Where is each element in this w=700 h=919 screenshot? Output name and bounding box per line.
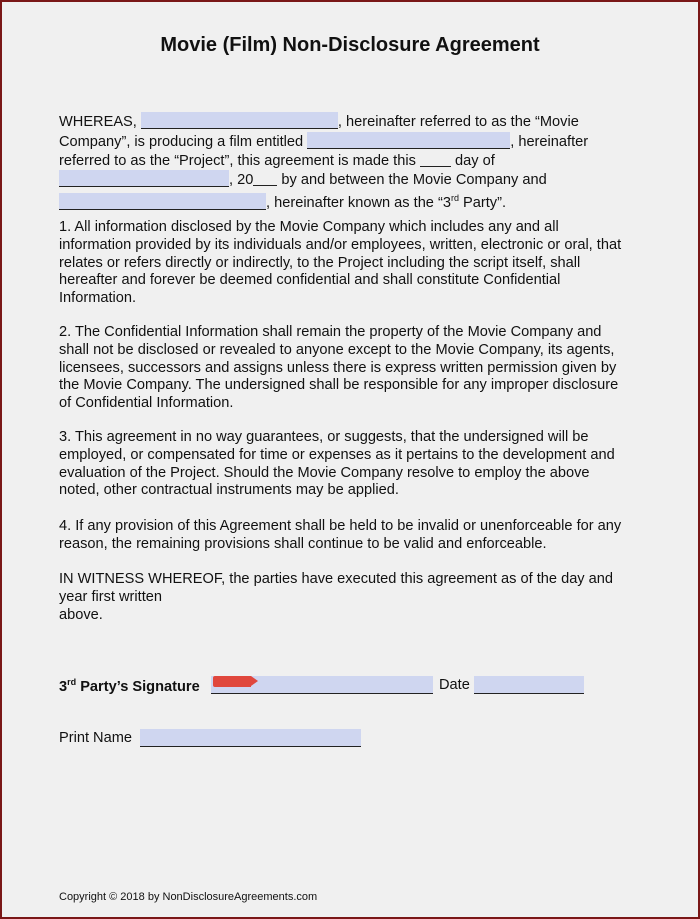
text: of Confidential Information. — [59, 395, 234, 412]
page-title: Movie (Film) Non-Disclosure Agreement — [160, 34, 540, 56]
text: reason, the remaining provisions shall continue to be valid and enforceable. — [59, 535, 547, 552]
text: 2. The Confidential Information shall remain the property of the Movie Company and — [59, 324, 602, 340]
text: , 20 — [229, 172, 254, 189]
text: relates or refers directly or indirectly, to the Project including the script itself, shall — [59, 254, 581, 271]
text: information provided by its individuals and/or employees, written, electronic or oral, that — [59, 236, 622, 253]
movie-company-field[interactable] — [141, 112, 338, 129]
text: licensees, successors and assigns unless there is express written permission given by — [59, 359, 617, 376]
text: day of — [455, 152, 495, 169]
third-party-field[interactable] — [59, 193, 266, 210]
signature-label: Party’s Signature — [80, 678, 200, 695]
clause-4 — [59, 518, 659, 554]
print-name-label: Print Name — [59, 730, 132, 746]
text: , hereinafter — [510, 133, 589, 150]
text: 1. All information disclosed by the Movie Company which includes any and all — [59, 219, 559, 235]
month-field[interactable] — [59, 170, 229, 187]
text: hereafter and forever be deemed confidential and shall constitute Confidential — [59, 272, 561, 289]
signature-row — [59, 677, 200, 695]
text: Party”. — [463, 195, 507, 212]
text: Information. — [59, 290, 137, 307]
text: noted, other contractual instruments may be applied. — [59, 482, 399, 499]
sign-here-tag-icon — [213, 676, 251, 687]
date-field[interactable] — [474, 676, 584, 694]
text: referred to as the “Project”, this agreement is made this — [59, 152, 416, 169]
text: IN WITNESS WHEREOF, the parties have executed this agreement as of the day and — [59, 571, 614, 587]
witness-paragraph — [59, 571, 659, 624]
intro-paragraph — [59, 112, 659, 213]
text: above. — [59, 606, 103, 623]
text: rd — [67, 677, 77, 687]
print-name-field[interactable] — [140, 729, 361, 747]
text: evaluation of the Project. Should the Movie Company resolve to employ the above — [59, 464, 590, 481]
text: 4. If any provision of this Agreement shall be held to be invalid or unenforceable for any — [59, 518, 622, 534]
text: WHEREAS, — [59, 114, 137, 130]
text: by and between the Movie Company and — [281, 172, 547, 189]
text: shall not be disclosed or revealed to anyone except to the Movie Company, its agents, — [59, 341, 615, 358]
text: employed, or compensated for time or expenses as it pertains to the development and — [59, 446, 615, 463]
clause-1 — [59, 219, 659, 308]
date-label: Date — [439, 677, 470, 693]
clause-3 — [59, 429, 659, 500]
text: rd — [450, 193, 459, 204]
text: 3 — [59, 678, 68, 695]
copyright: Copyright © 2018 by NonDisclosureAgreements.com — [59, 891, 318, 903]
clause-2 — [59, 324, 659, 413]
text: Company”, is producing a film entitled — [59, 133, 304, 150]
text: , hereinafter referred to as the “Movie — [337, 114, 579, 130]
day-field[interactable] — [420, 152, 451, 167]
text: 3. This agreement in no way guarantees, or suggests, that the undersigned will be — [59, 429, 589, 445]
film-title-field[interactable] — [307, 132, 510, 149]
text: the Movie Company. The undersigned shall be responsible for any improper disclosure — [59, 377, 619, 394]
text: year first written — [59, 588, 162, 605]
year-field[interactable] — [253, 171, 277, 186]
text: , hereinafter known as the “3 — [266, 195, 451, 212]
